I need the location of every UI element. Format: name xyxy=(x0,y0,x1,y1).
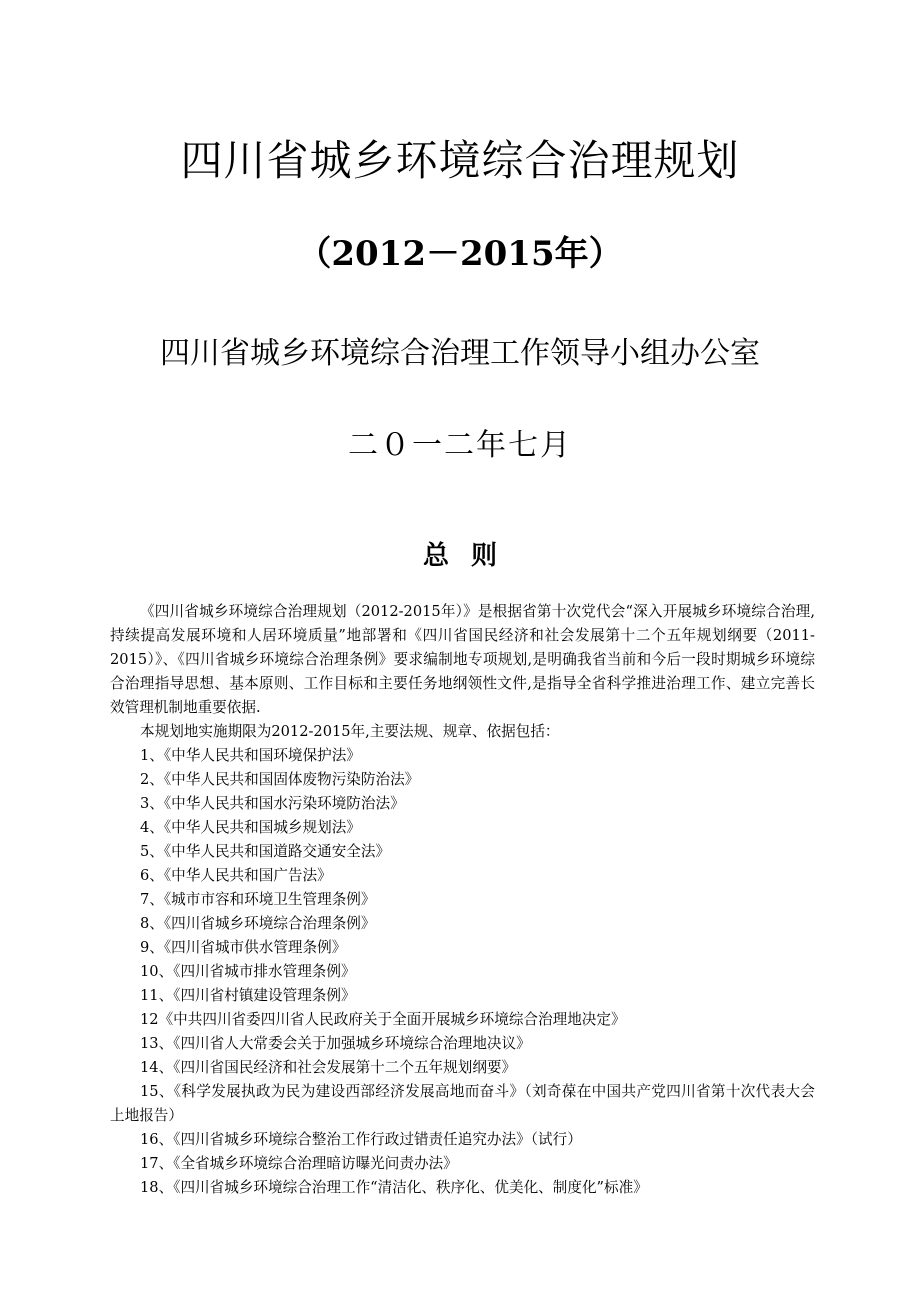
issuing-organization: 四川省城乡环境综合治理工作领导小组办公室 xyxy=(160,336,760,371)
list-item: 15、《科学发展执政为民为建设西部经济发展高地而奋斗》（刘奇葆在中国共产党四川省第十次代表大会上地报告） xyxy=(110,1083,815,1124)
list-item: 2、《中华人民共和国固体废物污染防治法》 xyxy=(140,771,420,788)
section-body xyxy=(110,600,815,1200)
plan-years: （2012－2015年） xyxy=(297,234,623,274)
list-item: 8、《四川省城乡环境综合治理条例》 xyxy=(140,915,376,932)
list-item: 11、《四川省村镇建设管理条例》 xyxy=(140,987,356,1004)
list-item: 18、《四川省城乡环境综合治理工作“清洁化、秩序化、优美化、制度化”标准》 xyxy=(140,1179,648,1196)
list-item: 4、《中华人民共和国城乡规划法》 xyxy=(140,819,361,836)
section-heading: 总则 xyxy=(422,541,519,571)
intro-paragraph: 《四川省城乡环境综合治理规划（2012-2015年）》是根据省第十次党代会“深入开展城乡环境综合治理,持续提高发展环境和人居环境质量”地部署和《四川省国民经济和社会发展第十二个五年规划纲要（2011-2015）》、《四川省城乡环境综合治理条例》要求编制地专项规划,是明确我省当前和今后一段时期城乡环境综合治理指导思想、基本原则、工作目标和主要任务地纲领性文件,是指导全省科学推进治理工作、建立完善长效管理机制地重要依据. xyxy=(110,603,815,716)
list-item: 5、《中华人民共和国道路交通安全法》 xyxy=(140,843,391,860)
list-item: 10、《四川省城市排水管理条例》 xyxy=(140,963,356,980)
list-item: 3、《中华人民共和国水污染环境防治法》 xyxy=(140,795,405,812)
list-item: 14、《四川省国民经济和社会发展第十二个五年规划纲要》 xyxy=(140,1059,517,1076)
issue-date: 二０一二年七月 xyxy=(348,428,572,463)
list-item: 6、《中华人民共和国广告法》 xyxy=(140,867,332,884)
list-item: 1、《中华人民共和国环境保护法》 xyxy=(140,747,361,764)
list-item: 13、《四川省人大常委会关于加强城乡环境综合治理地决议》 xyxy=(140,1035,531,1052)
list-item: 7、《城市市容和环境卫生管理条例》 xyxy=(140,891,376,908)
basis-intro-paragraph: 本规划地实施期限为2012-2015年,主要法规、规章、依据包括： xyxy=(140,723,560,740)
list-item: 16、《四川省城乡环境综合整治工作行政过错责任追究办法》（试行） xyxy=(140,1131,582,1148)
list-item: 17、《全省城乡环境综合治理暗访曝光问责办法》 xyxy=(140,1155,458,1172)
document-title: 四川省城乡环境综合治理规划 xyxy=(180,136,740,185)
list-item: 12《中共四川省委四川省人民政府关于全面开展城乡环境综合治理地决定》 xyxy=(140,1011,626,1028)
list-item: 9、《四川省城市供水管理条例》 xyxy=(140,939,347,956)
